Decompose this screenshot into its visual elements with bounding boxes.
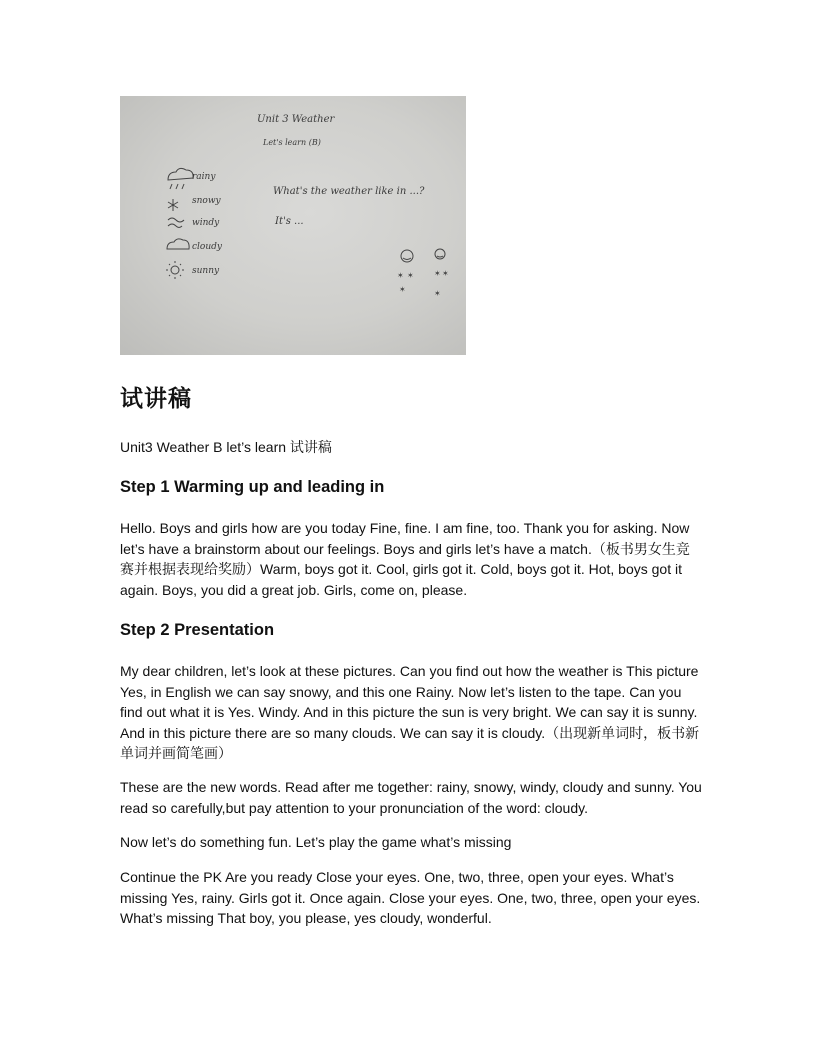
svg-text:✶: ✶ (434, 269, 441, 278)
whiteboard-title: Unit 3 Weather (257, 114, 335, 125)
whiteboard-subtitle: Let's learn (B) (263, 138, 321, 147)
step1-heading: Step 1 Warming up and leading in (120, 478, 385, 496)
step2-paragraph: Continue the PK Are you ready Close your eyes. One, two, three, open your eyes. What’s missing Yes, rainy. Girls got it. Once again. Close your eyes. One, two, three, open your eyes. What’s missing That boy, you please, yes cloudy, wonderful. (120, 869, 701, 926)
girls-face-icon (401, 250, 413, 262)
step2-paragraph: Now let’s do something fun. Let’s play the game what’s missing (120, 834, 512, 850)
whiteboard-answer: It's ... (275, 216, 304, 227)
step2-paragraph: These are the new words. Read after me together: rainy, snowy, windy, cloudy and sunny. You read so carefully,but pay attention to your pronunciation of the word: cloudy. (120, 779, 702, 816)
wind-icon (168, 218, 184, 228)
sun-icon (166, 261, 184, 279)
snowflake-icon (168, 199, 178, 211)
cloud-icon (167, 239, 189, 249)
whiteboard-word: rainy (192, 172, 216, 182)
svg-text:✶: ✶ (399, 285, 406, 294)
whiteboard-word: windy (192, 218, 220, 228)
page-title: 试讲稿 (120, 386, 192, 412)
rain-cloud-icon (168, 168, 193, 180)
whiteboard-word: snowy (192, 196, 221, 206)
whiteboard-photo (120, 96, 466, 355)
svg-text:✶: ✶ (407, 271, 414, 280)
svg-text:✶: ✶ (442, 269, 449, 278)
whiteboard-word: sunny (192, 266, 220, 276)
svg-text:✶: ✶ (397, 271, 404, 280)
step2-heading: Step 2 Presentation (120, 621, 275, 639)
whiteboard-question: What's the weather like in ...? (273, 186, 425, 197)
reward-stars (397, 269, 449, 298)
svg-text:✶: ✶ (434, 289, 441, 298)
step1-paragraph: Hello. Boys and girls how are you today Fine, fine. I am fine, too. Thank you for asking. Now let’s have a brainstorm about our feelings. Boys and girls let’s have a match.（板书男女生竞赛并根据表现给奖励）Warm, boys got it. Cool, girls got it. Cold, boys got it. Hot, boys got it again. Boys, you did a great job. Girls, come on, please. (120, 520, 690, 598)
document-subtitle: Unit3 Weather B let’s learn 试讲稿 (120, 439, 332, 455)
step2-paragraph: My dear children, let’s look at these pictures. Can you find out how the weather is This picture Yes, in English we can say snowy, and this one Rainy. Now let’s listen to the tape. Can you find out what it is Yes. Windy. And in this picture the sun is very bright. We can say it is sunny. And in this picture there are so many clouds. We can say it is cloudy.（出现新单词时，板书新单词并画简笔画） (120, 663, 700, 761)
whiteboard-word: cloudy (192, 242, 222, 252)
boys-face-icon (435, 249, 445, 259)
